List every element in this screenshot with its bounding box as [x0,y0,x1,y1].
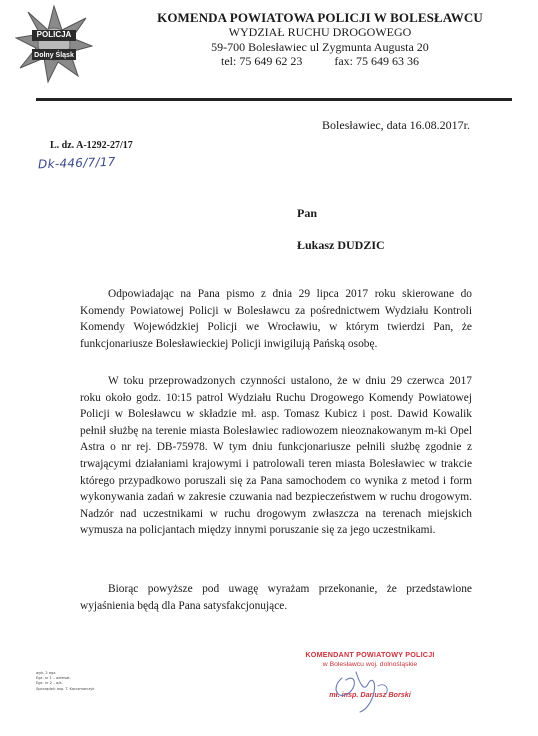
paragraph-1-text: Odpowiadając na Pana pismo z dnia 29 lipca 2017 roku skierowane do Komendy Powiatowej Policji w Bolesławcu za pośrednictwem Wydziału Kontroli Komendy Wojewódzkiej Policji we Wrocławiu, w którym twierdzi Pan, że funkcjonariusze Bolesławieckiej Policji inwigilują Pańską osobę. [80,288,472,350]
header-divider [36,98,512,101]
stamp-signatory: mł. insp. Dariusz Borski [329,690,411,699]
salutation: Pan [297,206,318,220]
department-name: WYDZIAŁ RUCHU DROGOWEGO [228,25,412,39]
footer-line: Sporządził: asp. T. Karczmarczyk [36,686,95,691]
recipient-name: Łukasz DUDZIC [297,238,385,252]
footer-line: wyk. 2 egz. [36,671,57,675]
stamp-title: KOMENDANT POWIATOWY POLICJI [305,650,435,659]
paragraph-1 [80,286,472,352]
logo-top-text: POLICJA [36,30,72,39]
paragraph-2 [80,373,472,539]
reference-number: L. dz. A-1292-27/17 [50,140,133,151]
footer-line: Egz. nr 2 – a/a. [36,681,63,686]
fax: fax: 75 649 63 36 [334,54,419,68]
org-name: KOMENDA POWIATOWA POLICJI W BOLESŁAWCU [157,10,483,25]
handwritten-reference: Dk-446/7/17 [37,154,116,172]
contact-line [120,54,520,69]
distribution-notes [36,671,95,692]
paragraph-3-text: Biorąc powyższe pod uwagę wyrażam przekonanie, że przedstawione wyjaśnienia będą dla Pana satysfakcjonujące. [80,583,472,612]
footer-line: Egz. nr 1 – adresat. [36,676,71,681]
logo-bottom-text: Dolny Śląsk [34,52,74,59]
phone: tel: 75 649 62 23 [221,54,303,68]
paragraph-3 [80,581,472,614]
paragraph-2-text: W toku przeprowadzonych czynności ustalono, że w dniu 29 czerwca 2017 roku około godz. 10:15 patrol Wydziału Ruchu Drogowego Komendy Powiatowej Policji w Bolesławcu w składzie mł. asp. Tomasz Kubicz i post. Dawid Kowalik pełnił służbę na terenie miasta Bolesławiec radiowozem nieoznakowanym m-ki Opel Astra o nr rej. DB-75978. W tym dniu funkcjonariusze pełnili służbę zgodnie z trwającymi działaniami krajowymi i patrolowali teren miasta Bolesławiec w trakcie którego przypadkowo poruszali się za Pana samochodem co wynika z metod i form wykonywania zadań w zakresie czuwania nad bezpieczeństwem w ruchu drogowym. Nadzór nad uczestnikami w ruchu drogowym zwłaszcza na terenach miejskich wymusza na policjantach między innymi poruszanie się za jego uczestnikami. [80,375,472,537]
place-date: Bolesławiec, data 16.08.2017r. [322,118,470,132]
handwritten-signature [320,662,410,714]
stamp-subtitle: w Bolesławcu woj. dolnośląskie [322,661,418,668]
police-star-badge-icon [15,5,93,83]
address: 59-700 Bolesławiec ul Zygmunta Augusta 20 [211,40,429,54]
